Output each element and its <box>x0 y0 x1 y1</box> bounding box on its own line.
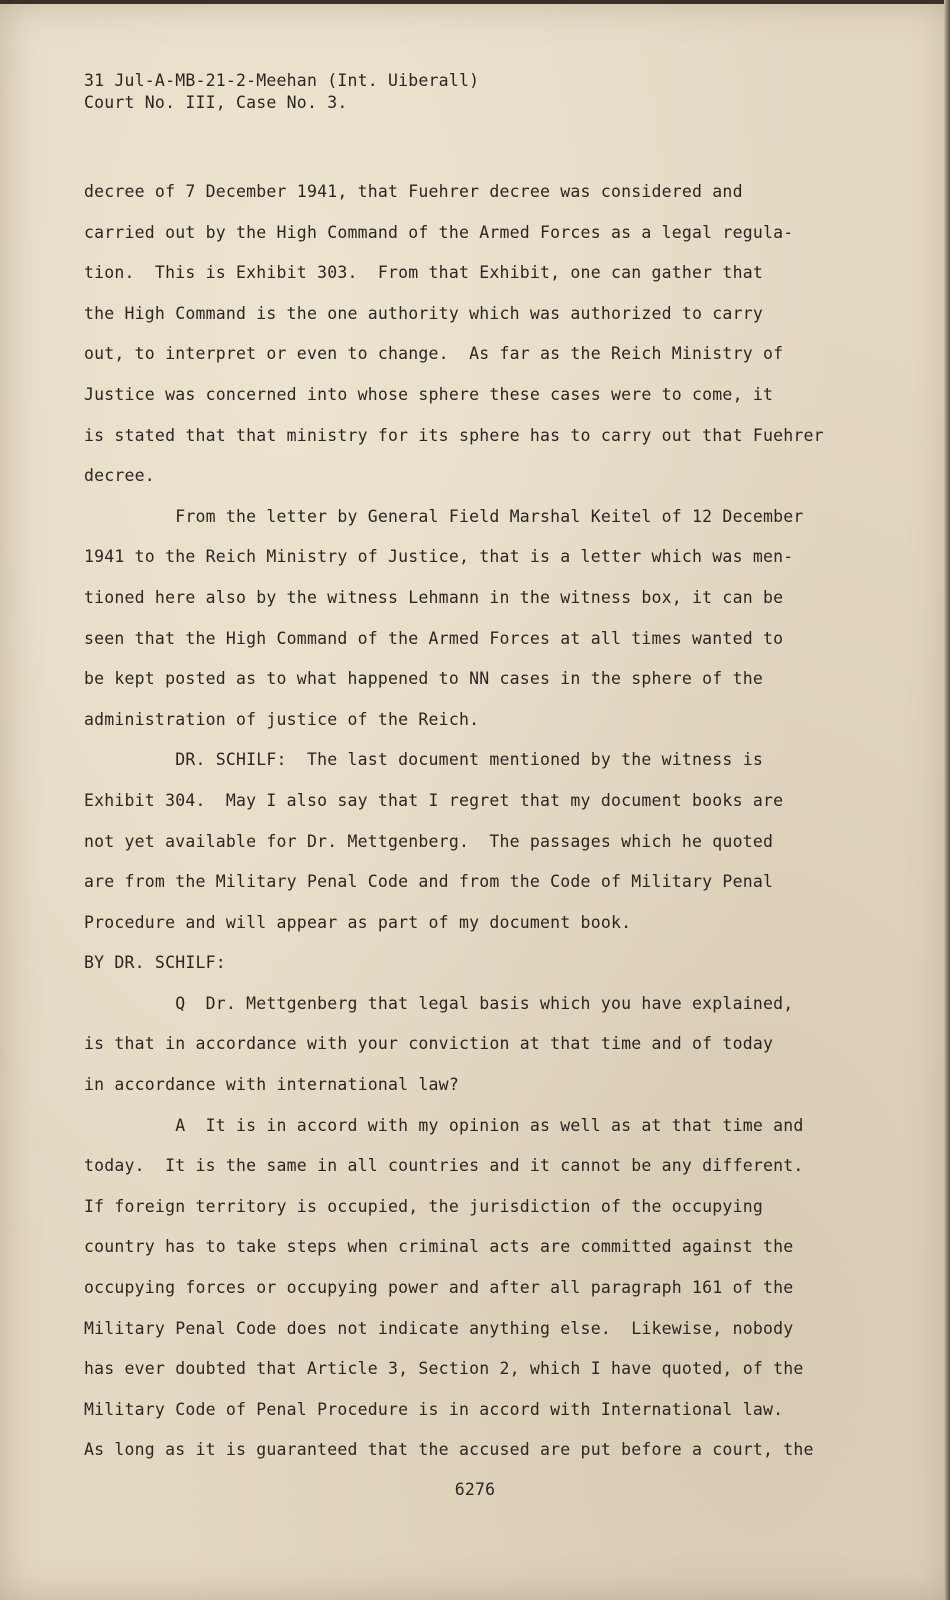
text-line: today. It is the same in all countries and it cannot be any different. <box>84 1156 804 1176</box>
text-line: Exhibit 304. May I also say that I regret that my document books are <box>84 790 784 810</box>
text-line: tioned here also by the witness Lehmann in the witness box, it can be <box>84 587 784 607</box>
text-line: Military Code of Penal Procedure is in accord with International law. <box>84 1399 784 1419</box>
page-top-edge <box>0 0 950 4</box>
text-line: Justice was concerned into whose sphere these cases were to come, it <box>84 384 774 404</box>
text-line: is that in accordance with your conviction at that time and of today <box>84 1034 774 1054</box>
transcript-header <box>84 70 479 114</box>
text-line: not yet available for Dr. Mettgenberg. The passages which he quoted <box>84 831 774 851</box>
text-line: Procedure and will appear as part of my document book. <box>84 912 632 932</box>
text-line: out, to interpret or even to change. As far as the Reich Ministry of <box>84 344 784 364</box>
text-line: administration of justice of the Reich. <box>84 709 480 729</box>
text-line: A It is in accord with my opinion as well as at that time and <box>84 1115 804 1135</box>
text-line: Military Penal Code does not indicate anything else. Likewise, nobody <box>84 1318 794 1338</box>
text-line: BY DR. SCHILF: <box>84 953 226 973</box>
text-line: decree. <box>84 466 155 486</box>
text-line: has ever doubted that Article 3, Section 2, which I have quoted, of the <box>84 1359 804 1379</box>
text-line: DR. SCHILF: The last document mentioned by the witness is <box>84 750 763 770</box>
text-line: carried out by the High Command of the Armed Forces as a legal regula- <box>84 222 794 242</box>
transcript-body <box>84 172 844 1471</box>
text-line: As long as it is guaranteed that the accused are put before a court, the <box>84 1440 814 1460</box>
text-line: are from the Military Penal Code and from the Code of Military Penal <box>84 872 774 892</box>
text-line: occupying forces or occupying power and after all paragraph 161 of the <box>84 1278 794 1298</box>
text-line: From the letter by General Field Marshal Keitel of 12 December <box>84 506 804 526</box>
header-line-1: 31 Jul-A-MB-21-2-Meehan (Int. Uiberall) <box>84 71 480 90</box>
text-line: 1941 to the Reich Ministry of Justice, that is a letter which was men- <box>84 547 794 567</box>
text-line: If foreign territory is occupied, the jurisdiction of the occupying <box>84 1196 763 1216</box>
text-line: seen that the High Command of the Armed Forces at all times wanted to <box>84 628 784 648</box>
text-line: decree of 7 December 1941, that Fuehrer decree was considered and <box>84 182 743 201</box>
page-number: 6276 <box>454 1480 496 1499</box>
text-line: in accordance with international law? <box>84 1075 459 1095</box>
text-line: the High Command is the one authority which was authorized to carry <box>84 303 763 323</box>
page-right-edge <box>944 0 950 1600</box>
text-line: Q Dr. Mettgenberg that legal basis which you have explained, <box>84 993 794 1013</box>
header-line-2: Court No. III, Case No. 3. <box>84 93 348 112</box>
text-line: is stated that that ministry for its sphere has to carry out that Fuehrer <box>84 425 824 445</box>
text-line: be kept posted as to what happened to NN cases in the sphere of the <box>84 669 763 689</box>
text-line: tion. This is Exhibit 303. From that Exhibit, one can gather that <box>84 263 763 283</box>
text-line: country has to take steps when criminal acts are committed against the <box>84 1237 794 1257</box>
